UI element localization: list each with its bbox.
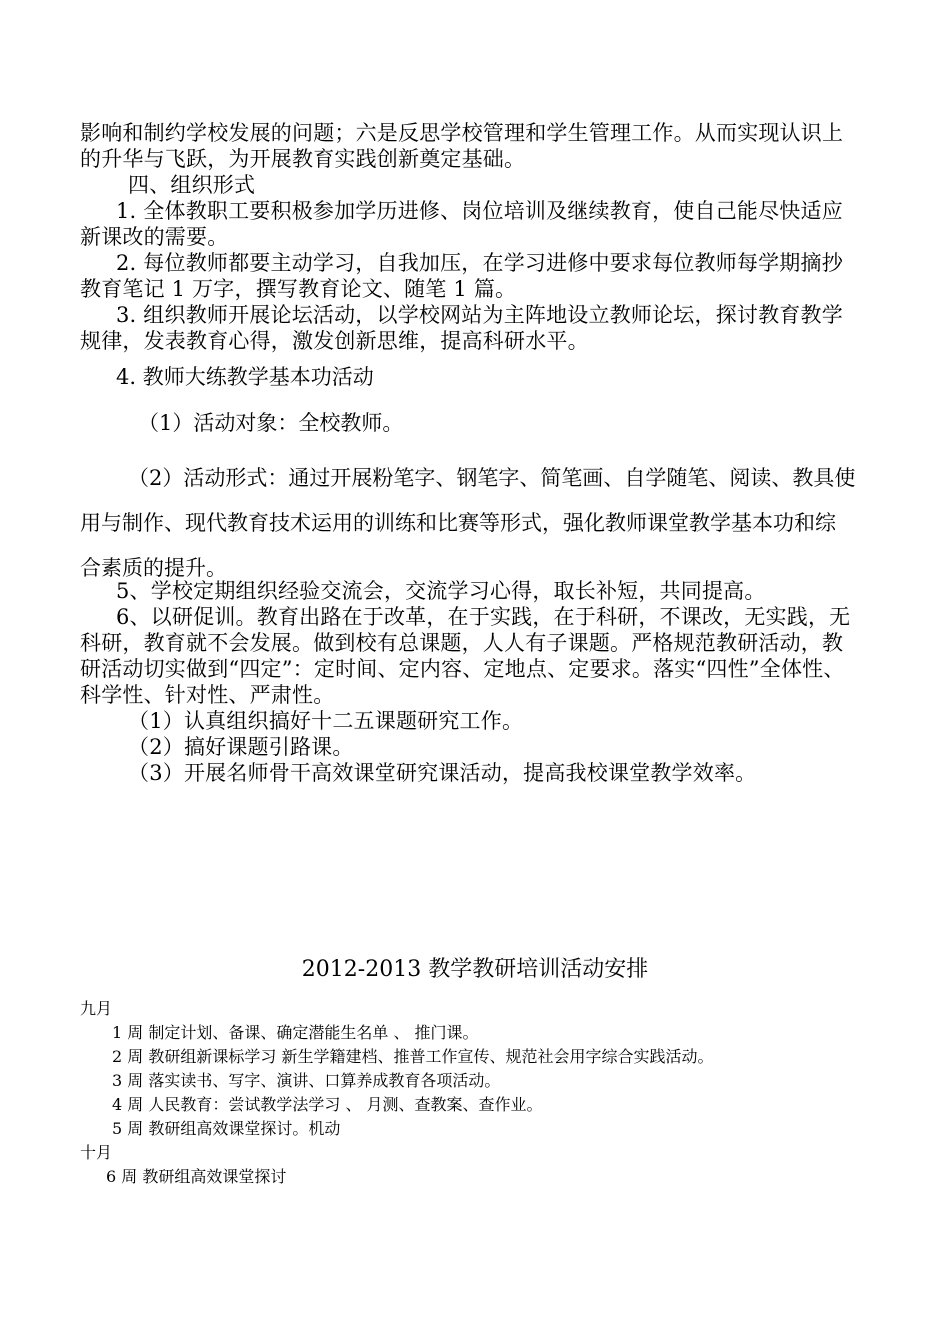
schedule-list — [80, 997, 880, 1189]
body-section-b-2 — [80, 456, 856, 591]
paragraph-item-4: 4. 教师大练教学基本功活动 — [116, 365, 374, 389]
paragraph-item-5: 5、学校定期组织经验交流会，交流学习心得，取长补短，共同提高。 — [116, 579, 766, 603]
week-3: 3 周 落实读书、写字、演讲、口算养成教育各项活动。 — [112, 1071, 501, 1090]
week-2: 2 周 教研组新课标学习 新生学籍建档、推普工作宣传、规范社会用字综合实践活动。 — [112, 1047, 714, 1066]
week-1: 1 周 制定计划、备课、确定潜能生名单 、 推门课。 — [112, 1023, 479, 1042]
paragraph-item-4-1: （1）活动对象：全校教师。 — [138, 411, 404, 435]
paragraph-item-6-3: （3）开展名师骨干高效课堂研究课活动，提高我校课堂教学效率。 — [128, 761, 757, 785]
paragraph-item-4-2: （2）活动形式：通过开展粉笔字、钢笔字、简笔画、自学随笔、阅读、教具使用与制作、现代教育技术运用的训练和比赛等形式，强化教师课堂教学基本功和综合素质的提升。 — [80, 466, 856, 580]
body-section-a — [80, 120, 856, 354]
paragraph-item-2: 2. 每位教师都要主动学习，自我加压，在学习进修中要求每位教师每学期摘抄教育笔记 1 万字，撰写教育论文、随笔 1 篇。 — [80, 251, 843, 301]
paragraph-item-6-2: （2）搞好课题引路课。 — [128, 735, 354, 759]
paragraph-item-3: 3. 组织教师开展论坛活动，以学校网站为主阵地设立教师论坛，探讨教育教学规律，发表教育心得，激发创新思维，提高科研水平。 — [80, 303, 843, 353]
body-section-c — [80, 578, 856, 786]
month-september: 九月 — [80, 999, 113, 1018]
paragraph-item-1: 1. 全体教职工要积极参加学历进修、岗位培训及继续教育，使自己能尽快适应新课改的需要。 — [80, 199, 843, 249]
month-october: 十月 — [80, 1143, 113, 1162]
paragraph-item-6-1: （1）认真组织搞好十二五课题研究工作。 — [128, 709, 524, 733]
week-5: 5 周 教研组高效课堂探讨。机动 — [112, 1119, 341, 1138]
week-6: 6 周 教研组高效课堂探讨 — [106, 1167, 287, 1186]
week-4: 4 周 人民教育：尝试教学法学习 、 月测、查教案、查作业。 — [112, 1095, 543, 1114]
schedule-title: 2012-2013 教学教研培训活动安排 — [301, 957, 649, 982]
body-section-b — [80, 364, 856, 390]
paragraph-continuation: 影响和制约学校发展的问题；六是反思学校管理和学生管理工作。从而实现认识上的升华与飞跃，为开展教育实践创新奠定基础。 — [80, 121, 844, 171]
body-section-b-1 — [80, 410, 856, 436]
paragraph-item-6: 6、以研促训。教育出路在于改革，在于实践，在于科研，不课改，无实践，无科研，教育就不会发展。做到校有总课题，人人有子课题。严格规范教研活动，教研活动切实做到“四定”：定时间、定内容、定地点、定要求。落实“四性”全体性、科学性、针对性、严肃性。 — [80, 605, 851, 707]
heading-organization-form: 四、组织形式 — [128, 173, 256, 197]
